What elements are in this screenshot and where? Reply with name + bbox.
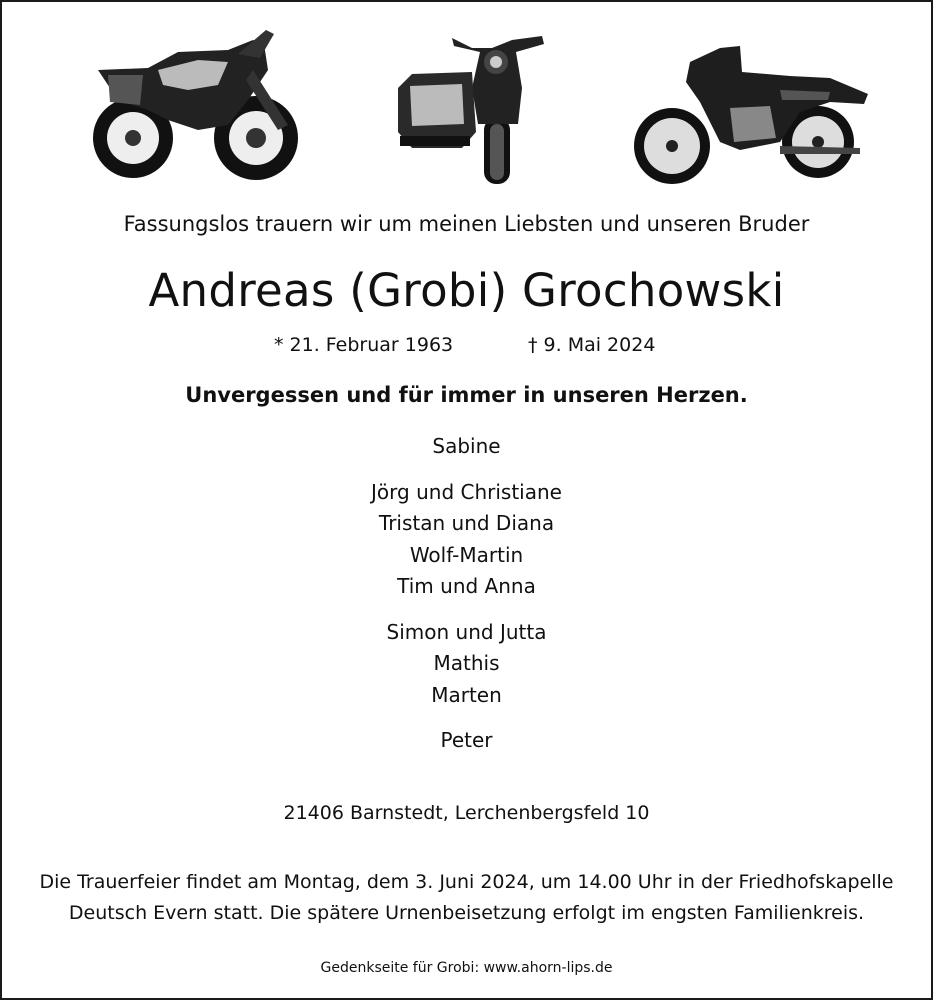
death-date: † 9. Mai 2024	[528, 334, 656, 356]
mourner-group	[0, 431, 933, 463]
mourner-group	[0, 477, 933, 603]
mourners-list	[0, 431, 933, 771]
funeral-notice-line: Deutsch Evern statt. Die spätere Urnenbeisetzung erfolgt im engsten Familienkreis.	[68, 902, 865, 924]
family-address: 21406 Barnstedt, Lerchenbergsfeld 10	[283, 802, 650, 824]
mourner-name: Jörg und Christiane	[371, 479, 562, 504]
motorcycle-sidecar-image	[392, 28, 554, 188]
mourner-name: Tim und Anna	[397, 574, 536, 598]
deceased-name: Andreas (Grobi) Grochowski	[148, 264, 785, 317]
mourner-name: Simon und Jutta	[386, 619, 547, 644]
mourner-name: Tristan und Diana	[378, 511, 555, 535]
birth-date: * 21. Februar 1963	[274, 334, 454, 356]
mourner-name: Peter	[440, 728, 493, 752]
memorial-page-link[interactable]: Gedenkseite für Grobi: www.ahorn-lips.de	[320, 960, 613, 976]
memorial-motto: Unvergessen und für immer in unseren Herzen.	[185, 383, 748, 407]
mourner-name: Sabine	[432, 434, 501, 458]
adventure-motorcycle-image	[88, 30, 302, 186]
mourner-group	[0, 617, 933, 712]
motorcycle-images	[0, 22, 933, 192]
mourner-name: Marten	[431, 682, 502, 707]
classic-motorcycle-image	[630, 42, 870, 187]
intro-text: Fassungslos trauern wir um meinen Liebsten und unseren Bruder	[123, 212, 810, 236]
mourner-group	[0, 725, 933, 757]
mourner-name: Mathis	[433, 651, 500, 675]
mourner-name: Wolf-Martin	[409, 542, 524, 567]
funeral-notice-line: Die Trauerfeier findet am Montag, dem 3. Juni 2024, um 14.00 Uhr in der Friedhofskapelle	[39, 871, 894, 893]
funeral-notice	[0, 867, 933, 929]
